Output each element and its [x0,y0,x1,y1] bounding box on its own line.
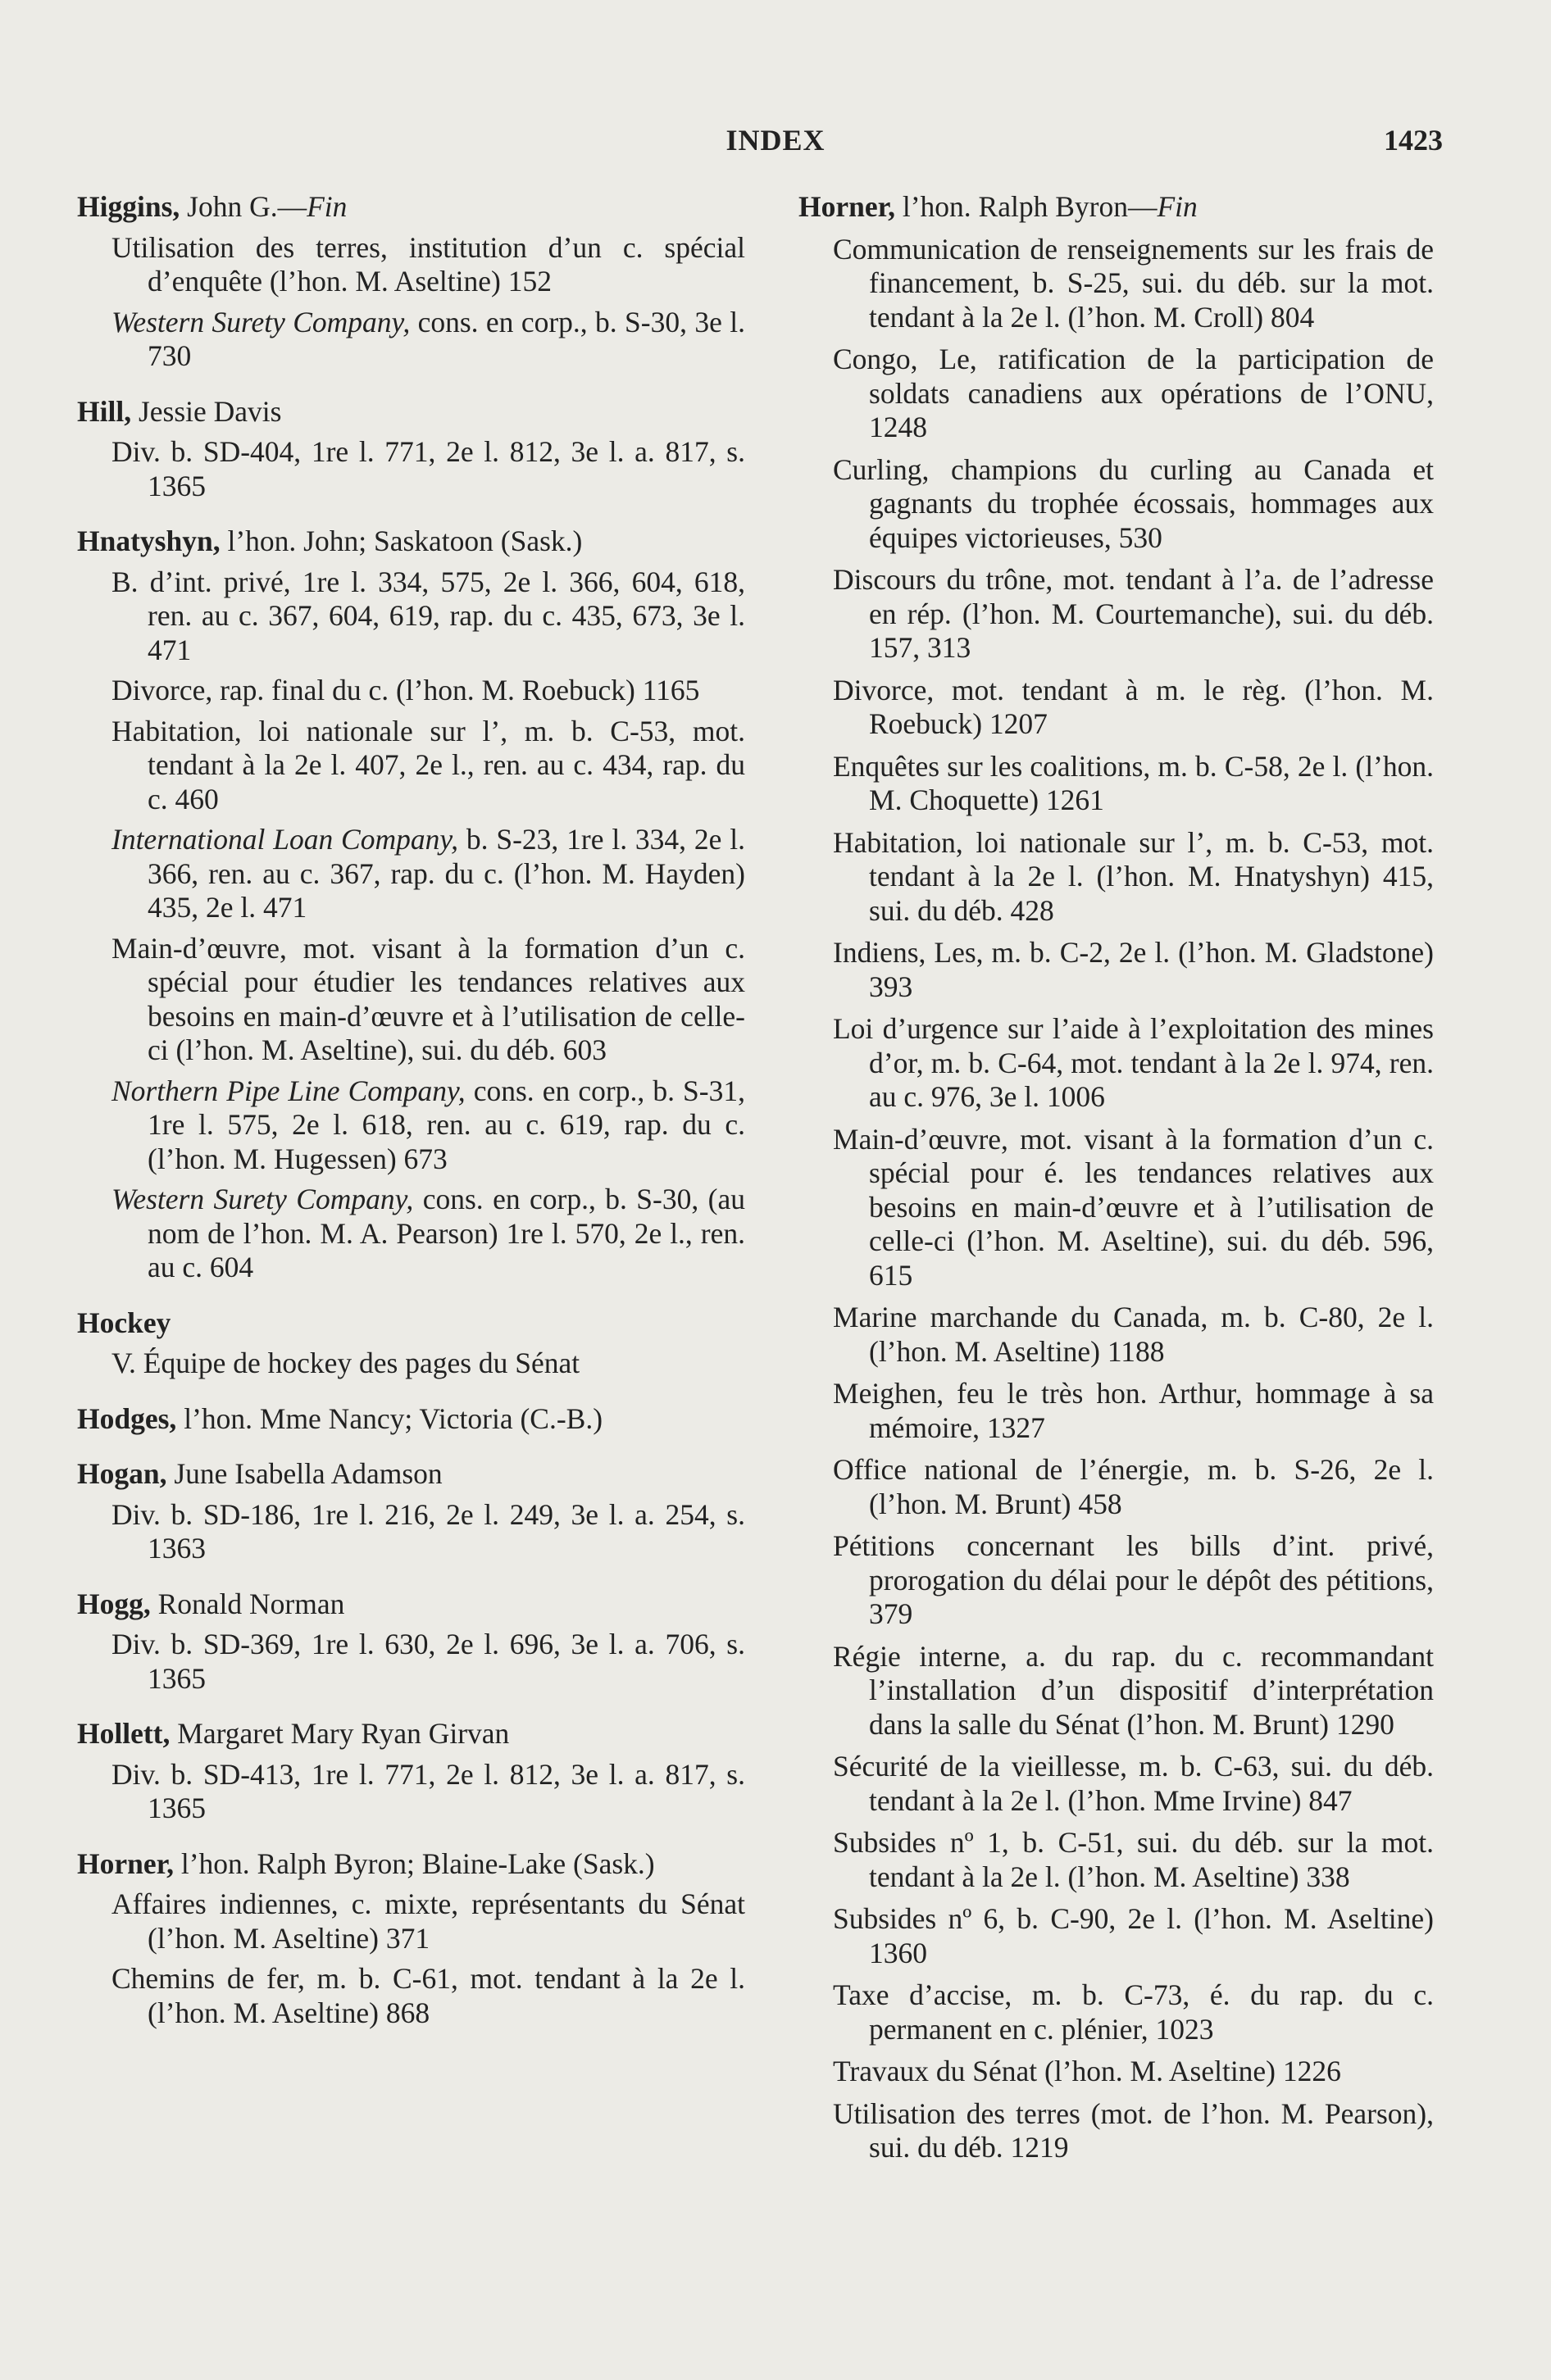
index-entry-heading [77,1306,745,1341]
entry-name-rest: John G.— [180,190,307,223]
subentry-text: b. S-23, 1re l. 334, 2e l. 366, ren. au c. 367, rap. du c. (l’hon. M. Hayden) 435, 2e l. 471 [148,823,745,924]
entry-spacer [77,1696,745,1717]
entry-name-rest: l’hon. Ralph Byron; Blaine-Lake (Sask.) [174,1846,655,1880]
index-subentry [798,750,1434,818]
subentry-text: Pétitions concernant les bills d’int. privé, prorogation du délai pour le dépôt des pétitions, 379 [833,1529,1434,1630]
entry-name: Higgins, [77,190,180,223]
subentry-text: Habitation, loi nationale sur l’, m. b. C-53, mot. tendant à la 2e l. (l’hon. M. Hnatyshyn) 415, sui. du déb. 428 [833,825,1434,927]
index-subentry [798,563,1434,665]
index-subentry [798,1826,1434,1894]
index-subentry [77,1887,745,1955]
entry-name-rest: Ronald Norman [150,1587,345,1620]
index-subentry [77,306,745,374]
index-subentry [798,1640,1434,1742]
entry-name: Hollett, [77,1717,171,1750]
subentry-text: Congo, Le, ratification de la participation de soldats canadiens aux opérations de l’ONU, 1248 [833,343,1434,443]
entry-name-rest: Jessie Davis [131,394,282,428]
entry-name: Horner, [798,190,895,223]
subentry-text: Habitation, loi nationale sur l’, m. b. C-53, mot. tendant à la 2e l. 407, 2e l., ren. au c. 434, rap. du c. 460 [111,714,745,815]
subentry-text: Sécurité de la vieillesse, m. b. C-63, sui. du déb. tendant à la 2e l. (l’hon. Mme Irvine) 847 [833,1750,1434,1817]
subentry-text: Main-d’œuvre, mot. visant à la formation d’un c. spécial pour é. les tendances relatives aux besoins en main-d’œuvre et à l’utilisation de celle-ci (l’hon. M. Aseltine), sui. du déb. 596, 615 [833,1122,1434,1292]
entry-continuation: Fin [1157,190,1198,223]
index-subentry [77,435,745,503]
index-subentry [798,1377,1434,1445]
page-header-title: INDEX [725,124,826,157]
index-entry-heading [77,525,745,559]
index-entry-heading [77,395,745,429]
subentry-text: Div. b. SD-413, 1re l. 771, 2e l. 812, 3e l. a. 817, s. 1365 [111,1757,745,1824]
subentry-text: Marine marchande du Canada, m. b. C-80, 2e l. (l’hon. M. Aseltine) 1188 [833,1301,1434,1368]
subentry-text: cons. en corp., b. S-31, 1re l. 575, 2e l. 618, ren. au c. 619, rap. du c. (l’hon. M. Hugessen) 673 [148,1074,745,1175]
index-subentry [77,1758,745,1826]
entry-spacer [77,1381,745,1402]
index-subentry [798,674,1434,742]
subentry-text: Office national de l’énergie, m. b. S-26, 2e l. (l’hon. M. Brunt) 458 [833,1453,1434,1520]
right-index-column [798,190,1434,2165]
entry-name-rest: Margaret Mary Ryan Girvan [170,1717,510,1750]
subentry-italic-title: Western Surety Company, [111,305,411,338]
left-index-column [77,190,745,2030]
subentry-text: Main-d’œuvre, mot. visant à la formation d’un c. spécial pour étudier les tendances relatives aux besoins en main-d’œuvre et à l’utilisation de celle-ci (l’hon. M. Aseltine), sui. du déb. 603 [111,931,745,1066]
index-subentry [77,715,745,817]
index-entry-heading [77,1717,745,1751]
index-subentry [77,1183,745,1285]
index-subentry [798,826,1434,929]
entry-name-rest: l’hon. John; Saskatoon (Sask.) [220,525,583,557]
subentry-text: Taxe d’accise, m. b. C-73, é. du rap. du c. permanent en c. plénier, 1023 [833,1978,1434,2046]
subentry-text: Subsides nº 6, b. C-90, 2e l. (l’hon. M. Aseltine) 1360 [833,1902,1434,1969]
index-subentry [77,1962,745,2030]
subentry-text: Div. b. SD-404, 1re l. 771, 2e l. 812, 3e l. a. 817, s. 1365 [111,435,745,502]
entry-name: Horner, [77,1846,174,1880]
subentry-text: Indiens, Les, m. b. C-2, 2e l. (l’hon. M. Gladstone) 393 [833,936,1434,1003]
index-subentry [798,1978,1434,2046]
subentry-text: Curling, champions du curling au Canada et gagnants du trophée écossais, hommages aux équipes victorieuses, 530 [833,452,1434,554]
index-subentry [798,2055,1434,2089]
index-subentry [77,231,745,299]
subentry-text: Discours du trône, mot. tendant à l’a. de l’adresse en rép. (l’hon. M. Courtemanche), sui. du déb. 157, 313 [833,563,1434,664]
index-entry-heading [798,190,1434,225]
subentry-text: Divorce, mot. tendant à m. le règ. (l’hon. M. Roebuck) 1207 [833,673,1434,740]
entry-name: Hodges, [77,1401,177,1435]
entry-continuation: Fin [307,190,348,223]
index-subentry [77,1074,745,1177]
entry-name: Hill, [77,394,132,428]
index-subentry [798,453,1434,556]
index-subentry [77,932,745,1068]
index-subentry [77,1347,745,1381]
index-subentry [798,1301,1434,1369]
subentry-italic-title: International Loan Company, [111,823,459,856]
index-entry-heading [77,1402,745,1437]
entry-name-rest: l’hon. Mme Nancy; Victoria (C.-B.) [176,1401,603,1435]
entry-spacer [77,1826,745,1847]
subentry-text: Subsides nº 1, b. C-51, sui. du déb. sur la mot. tendant à la 2e l. (l’hon. M. Aseltine) 338 [833,1826,1434,1893]
index-subentry [798,233,1434,335]
subentry-text: V. Équipe de hockey des pages du Sénat [111,1347,580,1379]
index-subentry [798,1750,1434,1818]
entry-spacer [77,1436,745,1457]
subentry-text: Affaires indiennes, c. mixte, représentants du Sénat (l’hon. M. Aseltine) 371 [111,1887,745,1955]
index-subentry [798,1012,1434,1115]
subentry-text: Régie interne, a. du rap. du c. recommandant l’installation d’un dispositif d’interprétation dans la salle du Sénat (l’hon. M. Brunt) 1290 [833,1639,1434,1741]
entry-spacer [77,1285,745,1306]
entry-name: Hogan, [77,1457,167,1490]
subentry-text: Div. b. SD-186, 1re l. 216, 2e l. 249, 3e l. a. 254, s. 1363 [111,1497,745,1565]
entry-name: Hnatyshyn, [77,525,221,557]
entry-spacer [77,503,745,525]
index-subentry [77,823,745,925]
subentry-italic-title: Northern Pipe Line Company, [111,1074,466,1107]
index-subentry [798,1902,1434,1970]
index-subentry [77,674,745,708]
entry-name-rest: June Isabella Adamson [166,1457,443,1490]
index-subentry [798,1529,1434,1632]
subentry-text: Divorce, rap. final du c. (l’hon. M. Roebuck) 1165 [111,674,700,706]
subentry-text: Utilisation des terres, institution d’un c. spécial d’enquête (l’hon. M. Aseltine) 152 [111,230,745,298]
subentry-italic-title: Western Surety Company, [111,1183,414,1215]
entry-name: Hockey [77,1306,171,1339]
subentry-text: Travaux du Sénat (l’hon. M. Aseltine) 1226 [833,2055,1341,2087]
subentry-text: B. d’int. privé, 1re l. 334, 575, 2e l. 366, 604, 618, ren. au c. 367, 604, 619, rap. du c. 435, 673, 3e l. 471 [111,565,745,666]
subentry-text: Loi d’urgence sur l’aide à l’exploitation des mines d’or, m. b. C-64, mot. tendant à la 2e l. 974, ren. au c. 976, 3e l. 1006 [833,1012,1434,1113]
index-subentry [798,2097,1434,2165]
index-subentry [77,565,745,668]
subentry-text: Enquêtes sur les coalitions, m. b. C-58, 2e l. (l’hon. M. Choquette) 1261 [833,749,1434,816]
subentry-text: Chemins de fer, m. b. C-61, mot. tendant à la 2e l. (l’hon. M. Aseltine) 868 [111,1962,745,2029]
index-entry-heading [77,1847,745,1882]
subentry-text: cons. en corp., b. S-30, (au nom de l’hon. M. A. Pearson) 1re l. 570, 2e l., ren. au c. 604 [148,1183,745,1283]
entry-spacer [77,1566,745,1587]
index-subentry [798,343,1434,445]
index-subentry [798,936,1434,1004]
index-subentry [77,1628,745,1696]
subentry-text: Communication de renseignements sur les frais de financement, b. S-25, sui. du déb. sur la mot. tendant à la 2e l. (l’hon. M. Croll) 804 [833,232,1434,334]
entry-name: Hogg, [77,1587,151,1620]
index-subentry [77,1498,745,1566]
index-subentry [798,1123,1434,1293]
subentry-text: cons. en corp., b. S-30, 3e l. 730 [148,305,745,372]
subentry-text: Utilisation des terres (mot. de l’hon. M. Pearson), sui. du déb. 1219 [833,2096,1434,2164]
index-entry-heading [77,190,745,225]
subentry-text: Meighen, feu le très hon. Arthur, hommage à sa mémoire, 1327 [833,1377,1434,1444]
index-entry-heading [77,1457,745,1492]
entry-spacer [77,374,745,395]
entry-name-rest: l’hon. Ralph Byron— [895,190,1158,223]
subentry-text: Div. b. SD-369, 1re l. 630, 2e l. 696, 3e l. a. 706, s. 1365 [111,1628,745,1695]
index-entry-heading [77,1587,745,1622]
index-subentry [798,1453,1434,1521]
page-number: 1423 [1384,124,1443,157]
